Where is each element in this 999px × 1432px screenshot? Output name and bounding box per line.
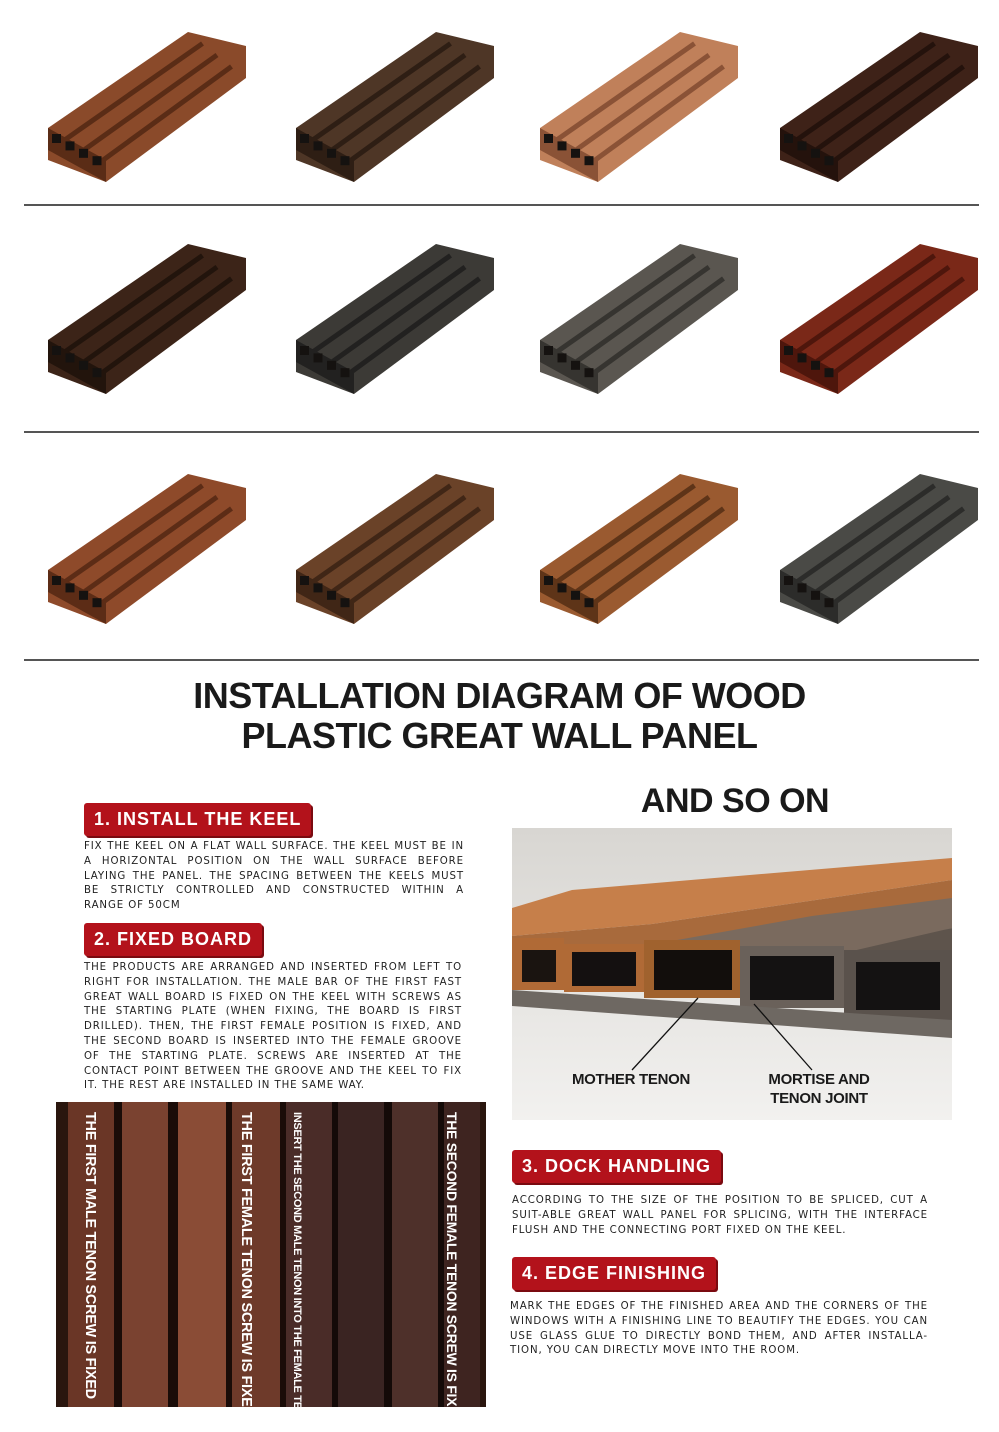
row-divider [24, 204, 979, 206]
step-1-text: FIX THE KEEL ON A FLAT WALL SURFACE. THE KEEL MUST BE IN A HORIZONTAL POSITION ON THE WALL SURFACE BEFORE LAYING THE PANEL. THE SPACING BETWEEN THE KEELS MUST BE STRICTLY CONTROLLED AND CONSTRUCTED WITHIN A RANGE OF 50CM [84, 841, 464, 912]
step-2-text: THE PRODUCTS ARE ARRANGED AND INSERTED FROM LEFT TO RIGHT FOR INSTALLATION. THE MALE BAR OF THE FIRST FAST GREAT WALL BOARD IS FIXED ON THE KEEL WITH SCREWS AS THE STARTING PLATE (WHEN FIXING, THE BOARD IS FIRST DRILLED). THEN, THE FIRST FEMALE POSITION IS FIXED, AND THE SECOND BOARD IS INSERTED INTO THE FEMALE GROOVE OF THE STARTING PLATE. SCREWS ARE INSERTED AT THE CONTACT POINT BETWEEN THE GROOVE AND THE KEEL TO FIX IT. THE REST ARE INSTALLED IN THE SAME WAY. [84, 962, 462, 1092]
page-title [0, 676, 999, 756]
page-title-line-2: PLASTIC GREAT WALL PANEL [241, 715, 758, 756]
row-divider [24, 659, 979, 661]
panel-label-second-female: THE SECOND FEMALE TENON SCREW IS FIXED [444, 1112, 460, 1425]
panel-swatch-6 [288, 232, 498, 402]
step-1-badge: 1. INSTALL THE KEEL [84, 803, 311, 836]
step-3-badge: 3. DOCK HANDLING [512, 1150, 721, 1183]
panel-swatch-2 [288, 20, 498, 190]
panel-swatch-4 [772, 20, 982, 190]
panel-swatch-7 [532, 232, 742, 402]
panel-swatch-11 [532, 462, 742, 632]
step-4-badge: 4. EDGE FINISHING [512, 1257, 716, 1290]
installed-wall-photo [56, 1102, 486, 1407]
panel-swatch-1 [40, 20, 250, 190]
mortise-tenon-label [752, 1070, 886, 1108]
panel-swatch-8 [772, 232, 982, 402]
panel-label-insert-second: INSERT THE SECOND MALE TENON INTO THE FEMALE TENON [291, 1112, 303, 1432]
step-2-badge: 2. FIXED BOARD [84, 923, 262, 956]
panel-label-first-male: THE FIRST MALE TENON SCREW IS FIXED [82, 1112, 98, 1399]
panel-swatch-10 [288, 462, 498, 632]
panel-swatch-12 [772, 462, 982, 632]
panel-swatch-9 [40, 462, 250, 632]
and-so-on-heading: AND SO ON [640, 782, 830, 820]
panel-swatch-5 [40, 232, 250, 402]
page-title-line-1: INSTALLATION DIAGRAM OF WOOD [193, 675, 806, 716]
step-4-text: MARK THE EDGES OF THE FINISHED AREA AND THE CORNERS OF THE WINDOWS WITH A FINISHING LINE TO BEAUTIFY THE EDGES. YOU CAN USE GLASS GLUE TO DIRECTLY BOND THEM, AND AFTER INSTALLA-TION, YOU CAN DIRECTLY MOVE INTO THE ROOM. [510, 1301, 928, 1357]
mortise-tenon-label-line-2: TENON JOINT [770, 1090, 868, 1107]
panel-label-first-female: THE FIRST FEMALE TENON SCREW IS FIXED [238, 1112, 254, 1417]
panel-swatch-3 [532, 20, 742, 190]
mortise-tenon-label-line-1: MORTISE AND [768, 1071, 870, 1088]
mother-tenon-label: MOTHER TENON [571, 1071, 691, 1088]
row-divider [24, 431, 979, 433]
step-3-text: ACCORDING TO THE SIZE OF THE POSITION TO BE SPLICED, CUT A SUIT-ABLE GREAT WALL PANEL FOR SPLICING, WITH THE INTERFACE FLUSH AND THE CONNECTING PORT FIXED ON THE KEEL. [512, 1195, 928, 1236]
